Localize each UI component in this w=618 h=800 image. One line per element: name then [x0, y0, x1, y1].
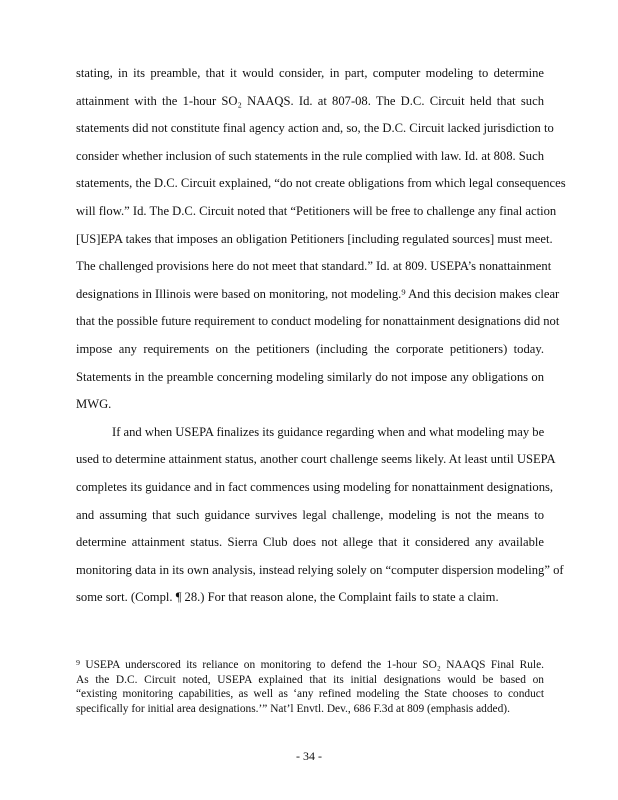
text-line: and assuming that such guidance survives legal challenge, modeling is not the means to: [76, 507, 544, 522]
text-line: The challenged provisions here do not meet that standard.” Id. at 809. USEPA’s nonattainment: [76, 259, 552, 274]
text-line: consider whether inclusion of such statements in the rule complied with law. Id. at 808. Such: [76, 148, 544, 163]
body-text: [76, 60, 566, 612]
footnote-line: “existing monitoring capabilities, as well as ‘any refined modeling the State chooses to conduct: [76, 688, 544, 700]
text-line: some sort. (Compl. ¶ 28.) For that reason alone, the Complaint fails to state a claim.: [76, 590, 499, 605]
text-line: that the possible future requirement to conduct modeling for nonattainment designations did not: [76, 314, 560, 329]
text-line: stating, in its preamble, that it would consider, in part, computer modeling to determine: [76, 66, 544, 80]
text-line: statements did not constitute final agency action and, so, the D.C. Circuit lacked jurisdiction to: [76, 121, 554, 136]
page-number: - 34 -: [296, 749, 322, 763]
text-line: monitoring data in its own analysis, instead relying solely on “computer dispersion modeling” of: [76, 562, 564, 577]
text-line: Statements in the preamble concerning modeling similarly do not impose any obligations on: [76, 369, 544, 384]
text-line: completes its guidance and in fact commences using modeling for nonattainment designations,: [76, 479, 554, 494]
text-line: MWG.: [76, 397, 112, 412]
footnote-line: ⁹ USEPA underscored its reliance on monitoring to defend the 1-hour SO₂ NAAQS Final Rule.: [76, 659, 544, 671]
text-line: If and when USEPA finalizes its guidance regarding when and what modeling may be: [112, 424, 545, 439]
text-line: attainment with the 1-hour SO₂ NAAQS. Id. at 807-08. The D.C. Circuit held that such: [76, 93, 544, 108]
text-line: impose any requirements on the petitioners (including the corporate petitioners) today.: [76, 341, 544, 356]
footnote-line: specifically for initial area designations.’” Nat’l Envtl. Dev., 686 F.3d at 809 (emphasis added).: [76, 702, 510, 715]
text-line: statements, the D.C. Circuit explained, “do not create obligations from which legal consequences: [76, 176, 566, 191]
footnote-line: As the D.C. Circuit noted, USEPA explained that its initial designations would be based on: [76, 673, 544, 686]
text-line: designations in Illinois were based on monitoring, not modeling.⁹ And this decision makes clear: [76, 286, 560, 301]
paragraph-1: [76, 60, 566, 419]
footnote: [76, 658, 544, 716]
paragraph-2: [76, 419, 564, 612]
text-line: [US]EPA takes that imposes an obligation Petitioners [including regulated sources] must meet.: [76, 231, 553, 246]
text-line: used to determine attainment status, another court challenge seems likely. At least until USEPA: [76, 452, 556, 467]
footnote-divider: [76, 648, 226, 649]
text-line: determine attainment status. Sierra Club does not allege that it considered any available: [76, 535, 544, 550]
text-line: will flow.” Id. The D.C. Circuit noted that “Petitioners will be free to challenge any final action: [76, 203, 557, 218]
